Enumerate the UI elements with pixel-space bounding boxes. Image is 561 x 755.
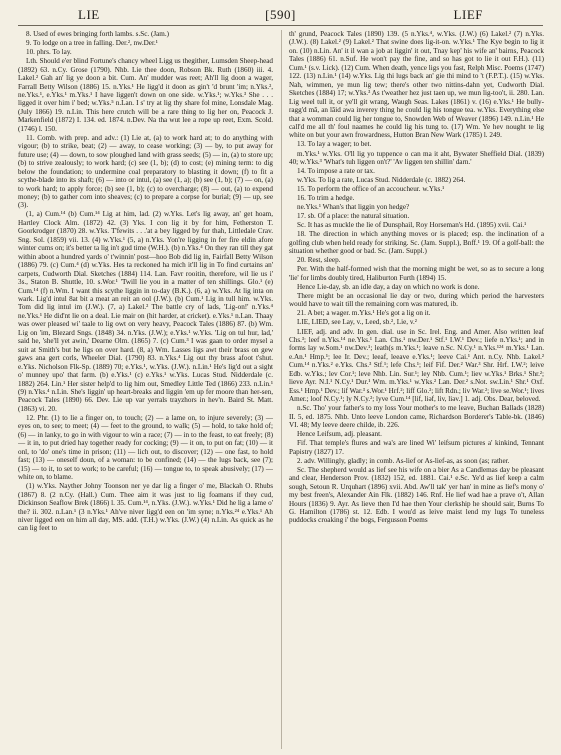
- citation-paragraph: (1, a) Cum.¹⁴ (b) Cum.¹⁴ Lig at him, lad. (2) w.Yks. Let's lig away, an' get hoam, Hartley Clock Alm. (1872) 42. (3) Yks. I con lig it by for him, Fetherston T. Goorkrodger (1870) 28. w.Yks. T'fewits . . .'at a bey ligged by fur thah, Littledale Crav. Sng. Sol. (1859) vii. 13. (4) w.Yks.¹ (5, a) n.Yks. Yon're ligging in fer fire eldin afore winter cums on; it's better ta lig in't gud time (W.H.). (b) n.Yks.⁴ On they ran till they gat within aboot a hundred yards o' t'winnin' post—hoo Bob did lig in, Fairfall Betty Wilson (1886) 79. (c) Cum.⁴ (d) w.Yks. Hes ta reckoned ha mich it'll lig in To find curtains an' carpets, Cudworth Dial. Sketches (1884) 114. Lan. Favr rooitin, therefore, wil lie us i' 3s., Staton B. Shuttle, 10. s.Wor.¹ 'Twill lie you in a matter of ten shillings. Glo.¹ (e) Cum.¹⁴ (f) n.Wm. I want this scythe liggin in to-day (B.K.). (6, a) w.Yks. At lig inta on wark. Lig'd intul 8at bit a meat an reit an ool (J.W.). (b) Cum.¹ Lig in tull him. w.Yks. Tom did lig intul im (J.W.). (7, a) Lakel.² The battle cry of lads, 'Lig-on!' n.Yks.⁴ ne.Yks.¹ He did'nt lie on a deal. Lie mair on (hit harder, at cricket). e.Yks.¹ n.Lan. Thaay was ower pleased wi' taale to lig owt on very heavy, Peacock Tales (1886) 87. (b) Wm. Lig on 'im, Blezard Sngs. (1848) 34. n.Yks. (J.W.); e.Yks.¹ w.Yks. 'Lig on tul hur, lad,' said he, 'she'll yet awin,' Dearne Olm. (1865) 7. (c) Cum.³ I was gaan to order mysel a suit at Smith's but he ligs on over hard. (8, a) Wm. Lasses ligs awt their brass on gew gaws ana gert corls, Wheeler Dial. (1790) 83. n.Yks.⁴ Lig out thy brass afoot t'shut. e.Yks. Nicholson Flk-Sp. (1889) 70; e.Yks.¹, w.Yks. (J.W.). n.Lin.¹ He's lig'd out a sight o' munney upo' that farm. (b) e.Yks.¹ (c) e.Yks.¹ w.Yks. Lucas Stud. Nidderdale (c. 1882) 264. Lin.¹ Her sister help'd to lig him out, Smedley Little Ted (1866) 233. n.Lin.¹ (9) n.Yks.⁴ n.Lin. She's liggin' up heart-breaks and liggin 'em up fer moore than her-sen, Peacock Tales (1890) 66. Dev. Lie up var yerrals trayzhors in hev'n. Baird St. Matt. (1863) vi. 20.: [18, 210, 273, 413]
- citation-paragraph: ne.Yks.¹ Whan's that liggin yon hedge?: [297, 203, 410, 212]
- citation-paragraph: m.Yks.¹ w.Yks. O'll lig yo tuppence o can ma it aht, Bywater Sheffield Dial. (1839) 40; w.Yks.³ 'What's tuh liggen on't?' 'Av liggen ten shillin' darn.': [289, 149, 544, 166]
- entry-paragraph: 16. To trim a hedge.: [297, 194, 355, 203]
- entry-paragraph: 21. A bet; a wager. m.Yks.¹ He's got a lig on it.: [297, 309, 431, 318]
- entry-paragraph: 2. adv. Willingly, gladly; in comb. As-lief or As-lief-as, as soon (as; rather.: [297, 456, 510, 465]
- entry-paragraph: 14. To impose a rate or tax.: [297, 167, 375, 176]
- citation-paragraph: th' grund, Peacock Tales (1890) 139. (5 n.Yks.⁴, w.Yks. (J.W.) (6) Lakel.² (7) n.Yks. (J.W.). (8) Lakel.² (9) Lakel.² That swine does lig-it-on. w.Yks.¹ The Kye begin to lig it on. (10) n.Lin. An' it il wan a job at liggin' it out, Tnay kep' his wife an' bairns, Peacock Tales (1886) 61. n.Suf. He won't pay the fine, and so has got to lie it out F.H.). (11) Cum.¹ (s.v. Lick). (12) Cum. When death, yence ligs you fast, Relph Misc. Poems (1747) 122. (13) n.Lin.¹ (14) w.Yks. Lig thi lugs back an' gie thi mind to 't (F.P.T.). (15) w.Yks. Nah, wimmen, ye mun lig tew; there's other two nittins-dahn yet, Cudworth Dial. Sketches (1884) 17; w.Yks.³ As t'weather hez just taen up, we mun lig-too't, ii. 280. Lan. Lig weel tull it, or ye'll git wrang, Waugh Seas. Lakes (1861) v. (16) e.Yks.¹ He bully-ragg'd mā, an lāid awa inverey thing he could lig his tongue tea. w.Yks. Everything else that a womman could lig her tongue to, Snowden Web of Weaver (1896) 149. n.Lin.¹ He call'd me all th' foul naames he could lig his tung to. (17) Wm. Ye hev nought te lig white on but your awn frowardness, Hutton Bran New Wark (1785) l. 249.: [289, 30, 544, 140]
- entry-paragraph: 15. To perform the office of an accoucheur. w.Yks.¹: [297, 185, 445, 194]
- page-header: [20, 7, 541, 25]
- entry-paragraph: 8. Used of ewes bringing forth lambs. s.Sc. (Jam.): [26, 30, 169, 38]
- citation-paragraph: Lth. Should e'er blind Fortune's chancy wheel Ligg us thegither, Lumsden Sheep-head (1892) 63. n.Cy. Grose (1790). Nhb. Lie thee doon, Robson Bk. Ruth (1860) iii. 4. Lakel.² Gah an' lig ye doon a bit. Cum. An' mudder was reet; Ah'll lig doon a wager, Farrall Betty Wilson (1886) 15. n.Yks.¹ He ligg'd it doon as gin't 'd brunt 'im; n.Yks.², ne.Yks.¹, e.Yks.¹ m.Yks.¹ I have liggen't down on one side. w.Yks.¹; w.Yks.³ She . . . ligged it over him i' bed; w.Yks.⁵ n.Lan. I s' try at lig thy share fol mine, Lonsdale Mag. (July 1866) 19. n.Lin. This here crutch will be a rare thing to lig her on, Peacock J. Markenfield (1872) I. 134. ed. 1874. n.Dev. Na tha wut lee a rope up reet, Exm. Scold. (1746) l. 150.: [18, 57, 273, 133]
- entry-paragraph: 17. sb. Of a place: the natural situation.: [297, 212, 410, 221]
- right-column: [289, 30, 544, 748]
- citation-paragraph: (1) w.Yks. Nayther Johny Toonson ner ye dar lig a finger o' me, Blackah O. Rhubs (1867) 8. (2 n.Cy. (Hall.) Cum. Thee aim it was just to lig foamans if they cud, Dickinson Seaflow Brek (1866) l. 35. Cum.¹⁴, n.Yks. (J.W.). w.Yks.¹ Did he lig a lame o' the? ii. 302. n.Lan.¹ (3 n.Yks.¹ Ah've niver ligg'd een on 'im syne; n.Yks.²⁴ e.Yks.¹ Ah niver ligged een on him all day, MS. add. (T.H.) w.Yks. (J.W.) (4) n.Lin. As quick as he can lig feet to: [18, 482, 273, 533]
- citation-paragraph: Fif. That temple's flures and wa's are lined Wi' leifsum pictures a' kinkind, Tennant Papistry (1827) 17.: [289, 439, 544, 456]
- citation-paragraph: n.Sc. Tho' your father's to my loss Your mother's to me leave, Buchan Ballads (1828) II. 5, ed. 1875. Nhb. Unto leeve London came, Richardson Borderer's Table-bk. (1846) VI. 48; My leeve deere childe, ib. 226.: [289, 404, 544, 430]
- entry-paragraph: 12. Phr. (1) to lie a finger on, to touch; (2) — a lame on, to injure severely; (3) — eyes on, to see; to meet; (4) — feet to the ground, to walk; (5) — hold, to take hold of; (6) — in lanky, to go in with vigour to win a race; (7) — in to the feast, to eat freely; (8) — it in, to put dried hay together ready for cocking; (9) — it on, to put on fat; (10) — it onl, to 'do' one's time in prison; (11) — lich out, to discover; (12) — one fast, to hold fast; (13) — oneself doun, of a woman: to be confined; (14) — the lugs back, see (7); (15) — to it, to set to work; to be careful; (16) — tongue to, to speak abusively; (17) — white on, to blame.: [18, 413, 273, 482]
- entry-paragraph: 20. Rest, sleep.: [297, 256, 341, 265]
- citation-paragraph: Per. With the half-formed wish that the morning might be wet, so as to secure a long 'lie' for limbs doubly tired, Haliburton Furth (1894) 15.: [289, 265, 544, 282]
- page-number: [590]: [265, 7, 296, 22]
- entry-paragraph: LIE, LIED, see Lay, v., Leed, sb.², Lie, v.²: [297, 318, 417, 327]
- left-column: [18, 30, 273, 748]
- citation-paragraph: There might be an occasional lie day or two, during which period the harvesters would have to wait till the remaining corn was matured, ib.: [289, 291, 544, 309]
- header-left-guideword: LIE: [78, 7, 100, 22]
- entry-paragraph: 9. To lodge on a tree in falling. Der.², nw.Der.¹: [26, 39, 158, 48]
- entry-paragraph: 18. The direction in which anything moves or is placed; esp. the inclination of a golfing club when held ready for striking. Sc. (Jam. Suppl.), Bnff.¹ 19. Of a golf-ball: the situation whether good or bad. Sc. (Jam. Suppl.): [289, 230, 544, 256]
- column-divider: [281, 30, 282, 749]
- entry-paragraph: Hence Lie-day, sb. an idle day, a day on which no work is done.: [297, 282, 480, 291]
- entry-paragraph: 13. To lay a wager; to bet.: [297, 140, 372, 149]
- entry-paragraph: LIEF, adj. and adv. In gen. dial. use in Sc. Irel. Eng. and Amer. Also written leaf Chs.³; leef n.Yks.¹⁴ ne.Yks.¹ Lan. Chs.¹ nw.Der.¹ Stf.¹ I.W.¹ Dev.; liefe n.Yks.¹; and in forms lay w.Som.¹ nw.Dev.¹; leath(s m.Yks.¹; leave n.Sc. N.Cy.¹ n.Yks.¹²⁴ m.Yks.¹ Lan. e.An.¹ Hmp.¹; lee Ir. Dev.; leeaf, leeave e.Yks.¹; leeve Cai.¹ Ant. n.Cy. Nhb. Lakel.² Cum.¹⁴ n.Yks.² e.Yks. Chs.³ Stf.¹; lefe Chs.¹; leif Fif. Der.² War.³ Shr. Hrf. I.W.²; leive Edb. w.Yks.; lev Cor.¹; leve Nhb. Lin. Sur.¹; ley Nhb. Cum.¹; liev w.Yks.¹ Brks.¹ Shr.²; lieve Ayr. N.I.¹ N.Cy.¹ Dur.¹ Wm. m.Yks.¹ w.Yks.² Lan. Der.² s.Not. sw.Lin.¹ Shr.¹ Oxf. Ess.¹ Hmp.¹ Dev.; lif War.³ s.Wor.¹ Hrf.²; liff Glo.²; lift Rdn.; liv War.²; live se.Wor.¹; lives Amer.; loof N.Cy.¹; ly N.Cy.²; lyve Cum.¹⁴ [lif, liəf, liv, liəv.] 1. adj. Obs. Dear, beloved.: [289, 327, 544, 404]
- citation-paragraph: w.Yks. To lig a rate, Lucas Stud. Nidderdale (c. 1882) 264.: [297, 176, 466, 185]
- entry-paragraph: Hence Leifsum, adj. pleasant.: [297, 430, 382, 439]
- citation-paragraph: Sc. The shepherd would as lief see his wife on a bier As a Candlemas day be pleasant and clear, Henderson Prov. (1832) 152, ed. 1881. Cai.¹ e.Sc. Ye'd as lief keep a calm sough, Setoun R. Urquhart (1896) xvii. Abd. Aw'll tak' yer han' in mine as lief's mony o' my best freen's, Alexander Ain Flk. (1882) 146. Rnf. He lief wad hae a prave o't, Allan Hours (1836) 9. Ayr. As lieve then I'd hae then Your clerkship he should sair, Burns To G. Hamilton (1786) st. 12. Edb. I wou'd as leive maist lend my lugs To tuneless puddocks croaking i' the bogs, Fergusson Poems: [289, 465, 544, 525]
- header-rule: [18, 25, 543, 26]
- entry-paragraph: 11. Comb. with prep. and adv.: (1) Lie at, (a) to work hard at; to do anything with vigour; (b) to strike, beat; (2) — away, to cease working; (3) — by, to put away for future use; (4) — down, to sow ploughed land with grass seeds; (5) — in, (a) to store up; (b) to strive zealously; to work hard; (c) see (1, b); (d) to cost; (e) mining term: to dig below the foundation; to undermine coal preparatory to blasting it down; (f) to fit a scythe-blade into its shaft; (6) — into or intul, (a) see (1, a); (b) see (1, b); (7) — on, (a) to work hard; to apply force; (b) see (1, b); (c) to overcharge; (8) — out, (a) to expend money; (b) to gather corn into sheaves; (c) to prepare a corpse for burial; (9) — up, see (3).: [18, 133, 273, 210]
- header-right-guideword: LIEF: [453, 7, 483, 22]
- entry-paragraph: 10. phrs. To lay.: [26, 48, 72, 57]
- citation-paragraph: Sc. It has as muckle the lie of Dunsphail, Roy Horseman's Hd. (1895) xvii. Cai.¹: [297, 221, 527, 230]
